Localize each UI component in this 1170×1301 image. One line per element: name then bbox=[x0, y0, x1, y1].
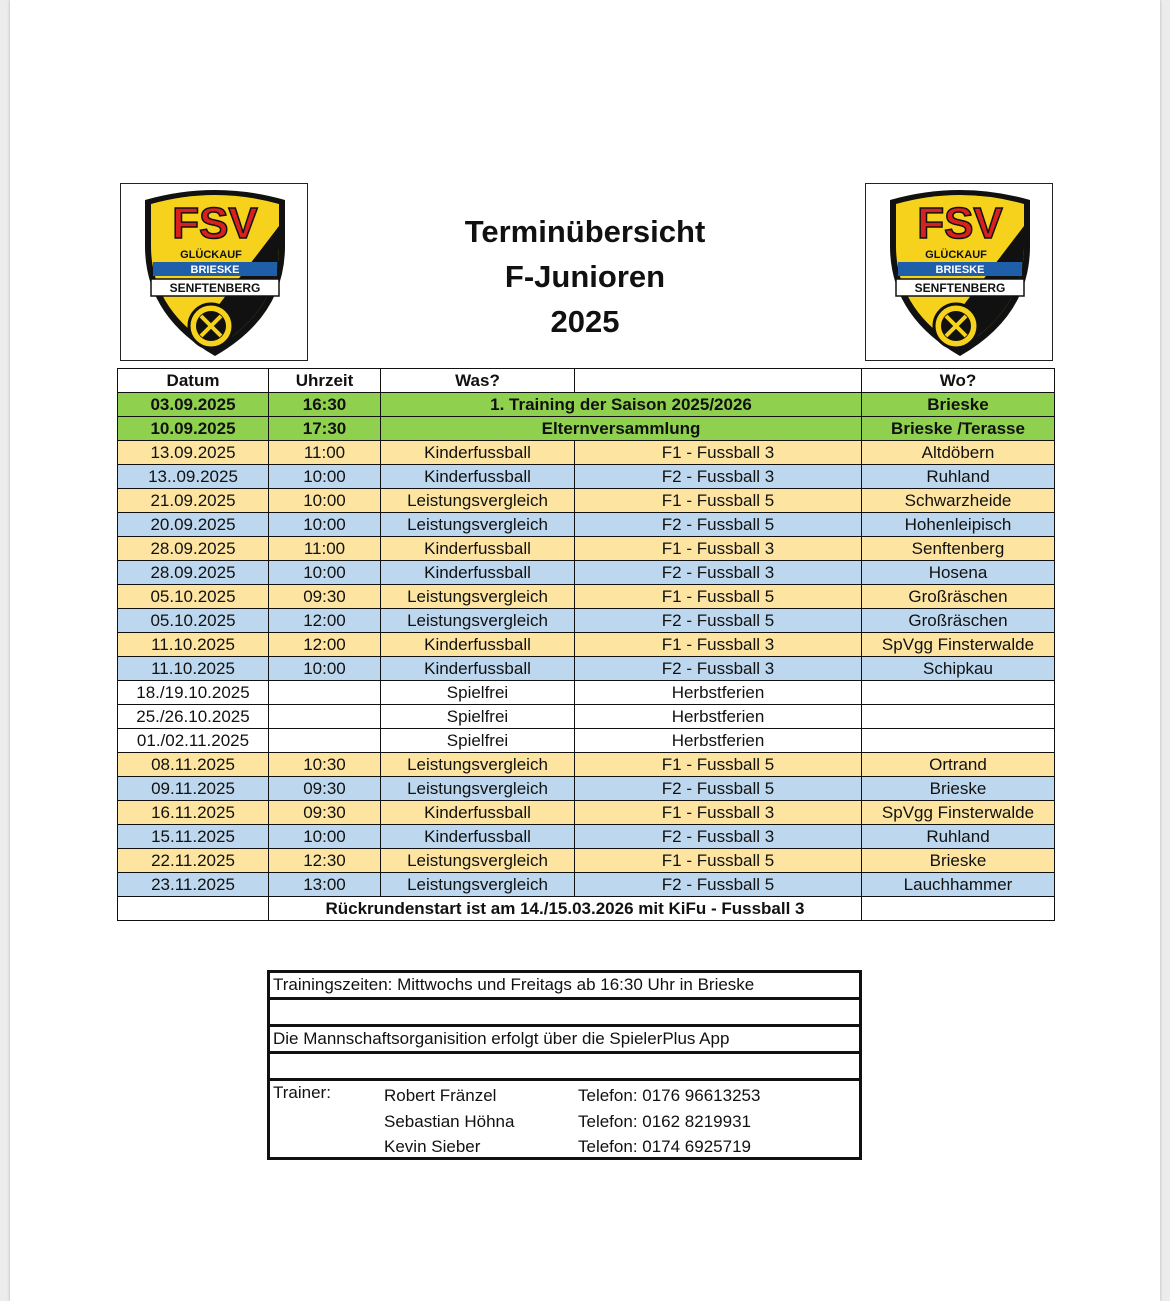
cell-team: F1 - Fussball 3 bbox=[575, 441, 862, 465]
cell-date: 28.09.2025 bbox=[118, 561, 269, 585]
cell-place: Großräschen bbox=[862, 609, 1055, 633]
trainer-names bbox=[384, 1083, 514, 1160]
highlight-row bbox=[118, 417, 1055, 441]
cell-place: Brieske bbox=[862, 777, 1055, 801]
cell-what: Kinderfussball bbox=[381, 825, 575, 849]
app-note: Die Mannschaftsorganisition erfolgt über die SpielerPlus App bbox=[270, 1027, 859, 1054]
title-line-2: F-Junioren bbox=[504, 259, 666, 294]
cell-team: F1 - Fussball 3 bbox=[575, 633, 862, 657]
table-row bbox=[118, 561, 1055, 585]
cell-what: Spielfrei bbox=[381, 705, 575, 729]
cell-team: F2 - Fussball 5 bbox=[575, 873, 862, 897]
cell-place: Brieske bbox=[862, 393, 1055, 417]
table-row bbox=[118, 753, 1055, 777]
trainer-phones bbox=[578, 1083, 760, 1160]
cell-time: 10:30 bbox=[269, 753, 381, 777]
cell-date: 16.11.2025 bbox=[118, 801, 269, 825]
cell-date: 11.10.2025 bbox=[118, 657, 269, 681]
header-empty bbox=[575, 369, 862, 393]
table-row bbox=[118, 777, 1055, 801]
cell-time: 09:30 bbox=[269, 585, 381, 609]
footer-note: Rückrundenstart ist am 14./15.03.2026 mit KiFu - Fussball 3 bbox=[269, 897, 862, 921]
cell-place: Großräschen bbox=[862, 585, 1055, 609]
footer-empty-left bbox=[118, 897, 269, 921]
footer-empty-right bbox=[862, 897, 1055, 921]
cell-what: Leistungsvergleich bbox=[381, 513, 575, 537]
svg-text:GLÜCKAUF: GLÜCKAUF bbox=[925, 249, 987, 261]
table-row bbox=[118, 537, 1055, 561]
svg-text:FSV: FSV bbox=[172, 199, 258, 248]
cell-date: 18./19.10.2025 bbox=[118, 681, 269, 705]
cell-date: 01./02.11.2025 bbox=[118, 729, 269, 753]
cell-time: 11:00 bbox=[269, 441, 381, 465]
cell-what: Kinderfussball bbox=[381, 441, 575, 465]
cell-time: 11:00 bbox=[269, 537, 381, 561]
cell-place: SpVgg Finsterwalde bbox=[862, 633, 1055, 657]
cell-place: Altdöbern bbox=[862, 441, 1055, 465]
cell-what: Kinderfussball bbox=[381, 657, 575, 681]
cell-what: Leistungsvergleich bbox=[381, 585, 575, 609]
table-row bbox=[118, 513, 1055, 537]
table-row bbox=[118, 441, 1055, 465]
cell-team: Herbstferien bbox=[575, 729, 862, 753]
trainer-name: Robert Fränzel bbox=[384, 1086, 497, 1105]
cell-date: 05.10.2025 bbox=[118, 609, 269, 633]
cell-team: F2 - Fussball 3 bbox=[575, 657, 862, 681]
title-line-1: Terminübersicht bbox=[464, 214, 706, 249]
info-box bbox=[267, 970, 862, 1160]
cell-what: Spielfrei bbox=[381, 729, 575, 753]
club-logo-right bbox=[865, 183, 1053, 361]
cell-date: 03.09.2025 bbox=[118, 393, 269, 417]
cell-place: SpVgg Finsterwalde bbox=[862, 801, 1055, 825]
cell-place: Lauchhammer bbox=[862, 873, 1055, 897]
cell-time: 10:00 bbox=[269, 561, 381, 585]
table-row bbox=[118, 489, 1055, 513]
cell-date: 25./26.10.2025 bbox=[118, 705, 269, 729]
svg-text:FSV: FSV bbox=[917, 199, 1003, 248]
table-row bbox=[118, 825, 1055, 849]
cell-date: 05.10.2025 bbox=[118, 585, 269, 609]
trainer-block bbox=[270, 1081, 859, 1157]
title-line-3: 2025 bbox=[550, 304, 620, 339]
footer-row bbox=[118, 897, 1055, 921]
cell-event: Elternversammlung bbox=[381, 417, 862, 441]
cell-team: F2 - Fussball 3 bbox=[575, 561, 862, 585]
trainer-phone: Telefon: 0174 6925719 bbox=[578, 1137, 751, 1156]
cell-team: F1 - Fussball 3 bbox=[575, 801, 862, 825]
cell-place bbox=[862, 681, 1055, 705]
cell-time: 09:30 bbox=[269, 777, 381, 801]
table-row bbox=[118, 849, 1055, 873]
cell-what: Spielfrei bbox=[381, 681, 575, 705]
cell-what: Kinderfussball bbox=[381, 633, 575, 657]
cell-team: F1 - Fussball 5 bbox=[575, 585, 862, 609]
cell-place: Schipkau bbox=[862, 657, 1055, 681]
cell-team: F1 - Fussball 5 bbox=[575, 489, 862, 513]
table-row bbox=[118, 585, 1055, 609]
svg-text:GLÜCKAUF: GLÜCKAUF bbox=[180, 249, 242, 261]
cell-date: 09.11.2025 bbox=[118, 777, 269, 801]
table-row bbox=[118, 729, 1055, 753]
page-title bbox=[310, 209, 860, 344]
cell-team: Herbstferien bbox=[575, 705, 862, 729]
cell-team: F1 - Fussball 3 bbox=[575, 537, 862, 561]
cell-time: 13:00 bbox=[269, 873, 381, 897]
svg-text:BRIESKE: BRIESKE bbox=[935, 264, 985, 276]
trainer-label: Trainer: bbox=[273, 1083, 331, 1102]
cell-time: 10:00 bbox=[269, 465, 381, 489]
cell-team: F1 - Fussball 5 bbox=[575, 849, 862, 873]
table-row bbox=[118, 681, 1055, 705]
cell-team: F2 - Fussball 3 bbox=[575, 465, 862, 489]
cell-time: 10:00 bbox=[269, 825, 381, 849]
cell-team: Herbstferien bbox=[575, 681, 862, 705]
cell-what: Leistungsvergleich bbox=[381, 489, 575, 513]
cell-event: 1. Training der Saison 2025/2026 bbox=[381, 393, 862, 417]
cell-time bbox=[269, 681, 381, 705]
svg-text:SENFTENBERG: SENFTENBERG bbox=[914, 281, 1006, 295]
info-spacer bbox=[270, 1054, 859, 1081]
document-page bbox=[10, 0, 1160, 1301]
trainer-phone: Telefon: 0162 8219931 bbox=[578, 1111, 751, 1131]
cell-time: 12:00 bbox=[269, 633, 381, 657]
header-datum: Datum bbox=[118, 369, 269, 393]
cell-place: Hohenleipisch bbox=[862, 513, 1055, 537]
cell-date: 10.09.2025 bbox=[118, 417, 269, 441]
cell-date: 15.11.2025 bbox=[118, 825, 269, 849]
cell-place: Brieske /Terasse bbox=[862, 417, 1055, 441]
table-row bbox=[118, 657, 1055, 681]
info-spacer bbox=[270, 1000, 859, 1027]
table-row bbox=[118, 633, 1055, 657]
cell-date: 20.09.2025 bbox=[118, 513, 269, 537]
cell-time: 10:00 bbox=[269, 513, 381, 537]
svg-text:BRIESKE: BRIESKE bbox=[190, 264, 240, 276]
cell-place: Ruhland bbox=[862, 825, 1055, 849]
cell-time bbox=[269, 705, 381, 729]
cell-place: Schwarzheide bbox=[862, 489, 1055, 513]
table-row bbox=[118, 873, 1055, 897]
cell-what: Leistungsvergleich bbox=[381, 849, 575, 873]
cell-place: Ortrand bbox=[862, 753, 1055, 777]
cell-date: 21.09.2025 bbox=[118, 489, 269, 513]
fsv-crest-icon bbox=[135, 186, 295, 358]
cell-date: 08.11.2025 bbox=[118, 753, 269, 777]
cell-what: Kinderfussball bbox=[381, 561, 575, 585]
header-wo: Wo? bbox=[862, 369, 1055, 393]
cell-what: Kinderfussball bbox=[381, 801, 575, 825]
cell-team: F1 - Fussball 5 bbox=[575, 753, 862, 777]
cell-place: Senftenberg bbox=[862, 537, 1055, 561]
training-times: Trainingszeiten: Mittwochs und Freitags ab 16:30 Uhr in Brieske bbox=[270, 973, 859, 1000]
cell-time: 12:30 bbox=[269, 849, 381, 873]
cell-place: Ruhland bbox=[862, 465, 1055, 489]
cell-date: 23.11.2025 bbox=[118, 873, 269, 897]
cell-team: F2 - Fussball 3 bbox=[575, 825, 862, 849]
cell-date: 28.09.2025 bbox=[118, 537, 269, 561]
table-row bbox=[118, 801, 1055, 825]
club-logo-left bbox=[120, 183, 308, 361]
trainer-phone: Telefon: 0176 96613253 bbox=[578, 1086, 761, 1105]
cell-what: Kinderfussball bbox=[381, 537, 575, 561]
cell-date: 22.11.2025 bbox=[118, 849, 269, 873]
cell-time: 16:30 bbox=[269, 393, 381, 417]
cell-what: Leistungsvergleich bbox=[381, 777, 575, 801]
fsv-crest-icon bbox=[880, 186, 1040, 358]
cell-what: Leistungsvergleich bbox=[381, 609, 575, 633]
trainer-name: Kevin Sieber bbox=[384, 1137, 481, 1156]
cell-place: Hosena bbox=[862, 561, 1055, 585]
cell-time bbox=[269, 729, 381, 753]
cell-date: 11.10.2025 bbox=[118, 633, 269, 657]
schedule-table bbox=[117, 368, 1055, 921]
table-row bbox=[118, 609, 1055, 633]
cell-team: F2 - Fussball 5 bbox=[575, 609, 862, 633]
trainer-name: Sebastian Höhna bbox=[384, 1111, 515, 1131]
cell-team: F2 - Fussball 5 bbox=[575, 777, 862, 801]
header-was: Was? bbox=[381, 369, 575, 393]
cell-team: F2 - Fussball 5 bbox=[575, 513, 862, 537]
cell-date: 13..09.2025 bbox=[118, 465, 269, 489]
cell-time: 12:00 bbox=[269, 609, 381, 633]
cell-place bbox=[862, 705, 1055, 729]
cell-time: 17:30 bbox=[269, 417, 381, 441]
cell-what: Kinderfussball bbox=[381, 465, 575, 489]
cell-time: 10:00 bbox=[269, 489, 381, 513]
cell-date: 13.09.2025 bbox=[118, 441, 269, 465]
table-header-row bbox=[118, 369, 1055, 393]
cell-place bbox=[862, 729, 1055, 753]
cell-time: 10:00 bbox=[269, 657, 381, 681]
table-row bbox=[118, 705, 1055, 729]
cell-time: 09:30 bbox=[269, 801, 381, 825]
highlight-row bbox=[118, 393, 1055, 417]
cell-what: Leistungsvergleich bbox=[381, 873, 575, 897]
table-row bbox=[118, 465, 1055, 489]
cell-what: Leistungsvergleich bbox=[381, 753, 575, 777]
header-uhrzeit: Uhrzeit bbox=[269, 369, 381, 393]
svg-text:SENFTENBERG: SENFTENBERG bbox=[169, 281, 261, 295]
cell-place: Brieske bbox=[862, 849, 1055, 873]
